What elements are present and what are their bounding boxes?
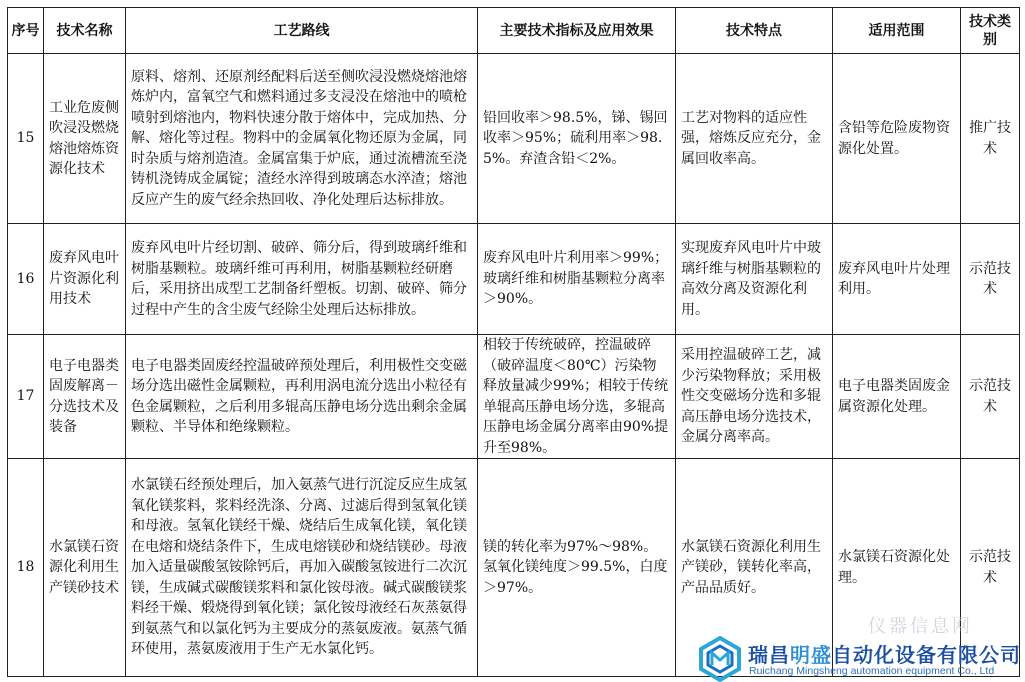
row-no: 16 xyxy=(8,224,44,335)
table-header-row xyxy=(8,8,1020,54)
company-name-part: 瑞昌 xyxy=(748,643,790,667)
row-no: 17 xyxy=(8,335,44,459)
row-features: 工艺对物料的适应性强，熔炼反应充分，金属回收率高。 xyxy=(676,54,833,224)
row-indicators: 镁的转化率为97%～98%。氢氧化镁纯度＞99.5%，白度＞97%。 xyxy=(478,459,676,677)
row-features: 采用控温破碎工艺，减少污染物释放；采用极性交变磁场分选和多辊高压静电场分选技术，金属分离率高。 xyxy=(676,335,833,459)
faint-watermark-text: 仪器信息网 xyxy=(868,616,973,637)
row-process: 电子电器类固废经控温破碎预处理后，利用极性交变磁场分选出磁性金属颗粒，再利用涡电流分选出小粒径有色金属颗粒，之后利用多辊高压静电场分选出剩余金属颗粒、半导体和绝缘颗粒。 xyxy=(126,335,478,459)
technology-table xyxy=(7,7,1020,677)
row-features: 水氯镁石资源化利用生产镁砂，镁转化率高，产品品质好。 xyxy=(676,459,833,677)
header-name: 技术名称 xyxy=(44,8,126,54)
row-scope: 废弃风电叶片处理利用。 xyxy=(833,224,961,335)
header-features: 技术特点 xyxy=(676,8,833,54)
table-row xyxy=(8,54,1020,224)
header-scope: 适用范围 xyxy=(833,8,961,54)
company-name-part: 自动化设备有限公司 xyxy=(832,643,1021,667)
row-name: 水氯镁石资源化利用生产镁砂技术 xyxy=(44,459,126,677)
row-no: 15 xyxy=(8,54,44,224)
row-scope: 含铅等危险废物资源化处置。 xyxy=(833,54,961,224)
row-indicators: 废弃风电叶片利用率＞99%；玻璃纤维和树脂基颗粒分离率＞90%。 xyxy=(478,224,676,335)
row-indicators: 铅回收率＞98.5%，锑、锡回收率＞95%；硫利用率＞98.5%。弃渣含铅＜2%。 xyxy=(478,54,676,224)
company-watermark xyxy=(695,635,1025,682)
company-name-cn xyxy=(748,639,1021,668)
row-scope: 电子电器类固废金属资源化处理。 xyxy=(833,335,961,459)
header-category: 技术类别 xyxy=(961,8,1020,54)
row-category: 示范技术 xyxy=(961,224,1020,335)
row-indicators: 相较于传统破碎，控温破碎（破碎温度＜80℃）污染物释放量减少99%；相较于传统单辊高压静电场分选，多辊高压静电场金属分离率由90%提升至98%。 xyxy=(478,335,676,459)
row-category: 示范技术 xyxy=(961,459,1020,677)
row-name: 工业危废侧吹浸没燃烧熔池熔炼资源化技术 xyxy=(44,54,126,224)
company-logo-icon xyxy=(697,636,743,682)
header-process: 工艺路线 xyxy=(126,8,478,54)
row-name: 电子电器类固废解离－分选技术及装备 xyxy=(44,335,126,459)
company-name-highlight: 明盛 xyxy=(790,643,832,667)
row-process: 废弃风电叶片经切割、破碎、筛分后，得到玻璃纤维和树脂基颗粒。玻璃纤维可再利用，树脂基颗粒经研磨后，采用挤出成型工艺制备纤塑板。切割、破碎、筛分过程中产生的含尘废气经除尘处理后达标排放。 xyxy=(126,224,478,335)
row-no: 18 xyxy=(8,459,44,677)
table-row xyxy=(8,224,1020,335)
row-category: 示范技术 xyxy=(961,335,1020,459)
row-category: 推广技术 xyxy=(961,54,1020,224)
row-scope: 水氯镁石资源化处理。 xyxy=(833,459,961,677)
row-name: 废弃风电叶片资源化利用技术 xyxy=(44,224,126,335)
table-row xyxy=(8,335,1020,459)
row-features: 实现废弃风电叶片中玻璃纤维与树脂基颗粒的高效分离及资源化利用。 xyxy=(676,224,833,335)
row-process: 水氯镁石经预处理后，加入氨蒸气进行沉淀反应生成氢氧化镁浆料，浆料经洗涤、分离、过滤后得到氢氧化镁和母液。氢氧化镁经干燥、烧结后生成氧化镁，氧化镁在电熔和烧结条件下，生成电熔镁砂和烧结镁砂。母液加入适量碳酸氢铵除钙后，再加入碳酸氢铵进行二次沉镁，生成碱式碳酸镁浆料和氯化铵母液。碱式碳酸镁浆料经干燥、煅烧得到氧化镁；氯化铵母液经石灰蒸氨得到氨蒸气和以氯化钙为主要成分的蒸氨废液。氨蒸气循环使用，蒸氨废液用于生产无水氯化钙。 xyxy=(126,459,478,677)
header-no: 序号 xyxy=(8,8,44,54)
row-process: 原料、熔剂、还原剂经配料后送至侧吹浸没燃烧熔池熔炼炉内，富氧空气和燃料通过多支浸没在熔池中的喷枪喷射到熔池内，物料快速分散于熔体中，完成加热、分解、熔化等过程。物料中的金属氧化物还原为金属，同时杂质与熔剂造渣。金属富集于炉底，通过流槽流至浇铸机浇铸成金属锭；渣经水淬得到玻璃态水淬渣；熔池反应产生的废气经余热回收、净化处理后达标排放。 xyxy=(126,54,478,224)
company-name-en: Ruichang Mingsheng automation equipment Co., Ltd xyxy=(749,665,995,677)
header-indicators: 主要技术指标及应用效果 xyxy=(478,8,676,54)
